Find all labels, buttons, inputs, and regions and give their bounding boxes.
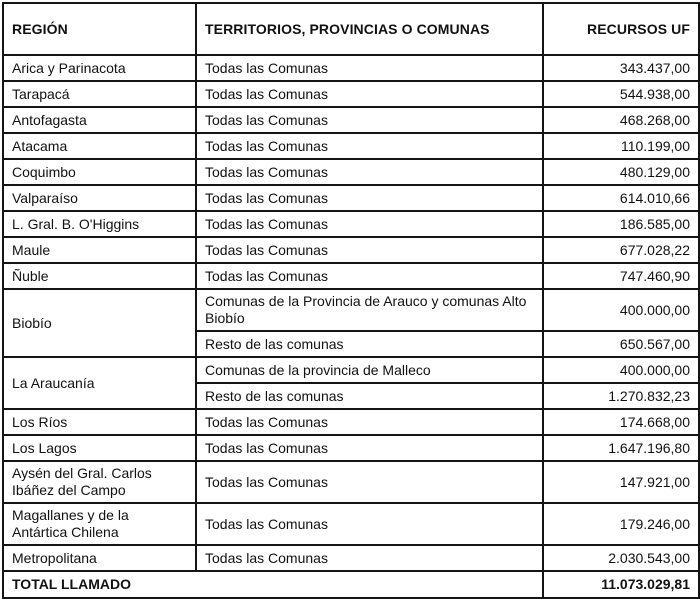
header-territory: TERRITORIOS, PROVINCIAS O COMUNAS: [196, 3, 543, 55]
table-row: [3, 133, 699, 159]
region-cell: Metropolitana: [3, 545, 196, 571]
region-cell: Valparaíso: [3, 185, 196, 211]
territory-cell: Todas las Comunas: [196, 55, 543, 81]
total-row: [3, 571, 699, 598]
value-cell: 400.000,00: [543, 357, 699, 383]
table-footer: [3, 571, 699, 598]
header-resources: RECURSOS UF: [543, 3, 699, 55]
territory-cell: Todas las Comunas: [196, 237, 543, 263]
territory-cell: Todas las Comunas: [196, 435, 543, 461]
value-cell: 1.647.196,80: [543, 435, 699, 461]
table-row: [3, 263, 699, 289]
table-row: [3, 461, 699, 503]
territory-cell: Todas las Comunas: [196, 133, 543, 159]
territory-cell: Todas las Comunas: [196, 107, 543, 133]
value-cell: 468.268,00: [543, 107, 699, 133]
table-row: [3, 159, 699, 185]
region-cell: Maule: [3, 237, 196, 263]
region-cell: La Araucanía: [3, 357, 196, 409]
region-cell: Los Lagos: [3, 435, 196, 461]
region-cell: Biobío: [3, 289, 196, 357]
territory-cell: Comunas de la Provincia de Arauco y comunas Alto Biobío: [196, 289, 543, 331]
region-cell: Magallanes y de la Antártica Chilena: [3, 503, 196, 545]
table-row: [3, 211, 699, 237]
header-region: REGIÓN: [3, 3, 196, 55]
territory-cell: Todas las Comunas: [196, 211, 543, 237]
table-row: [3, 357, 699, 383]
territory-cell: Resto de las comunas: [196, 383, 543, 409]
region-cell: L. Gral. B. O'Higgins: [3, 211, 196, 237]
table-row: [3, 107, 699, 133]
table-row: [3, 409, 699, 435]
territory-cell: Todas las Comunas: [196, 409, 543, 435]
region-cell: Coquimbo: [3, 159, 196, 185]
region-cell: Aysén del Gral. Carlos Ibáñez del Campo: [3, 461, 196, 503]
table-body: [3, 55, 699, 571]
value-cell: 650.567,00: [543, 331, 699, 357]
territory-cell: Todas las Comunas: [196, 545, 543, 571]
region-cell: Tarapacá: [3, 81, 196, 107]
value-cell: 343.437,00: [543, 55, 699, 81]
territory-cell: Todas las Comunas: [196, 461, 543, 503]
value-cell: 400.000,00: [543, 289, 699, 331]
region-cell: Antofagasta: [3, 107, 196, 133]
region-cell: Atacama: [3, 133, 196, 159]
region-cell: Arica y Parinacota: [3, 55, 196, 81]
value-cell: 110.199,00: [543, 133, 699, 159]
table-row: [3, 185, 699, 211]
region-cell: Ñuble: [3, 263, 196, 289]
territory-cell: Todas las Comunas: [196, 185, 543, 211]
value-cell: 1.270.832,23: [543, 383, 699, 409]
value-cell: 614.010,66: [543, 185, 699, 211]
value-cell: 480.129,00: [543, 159, 699, 185]
table-row: [3, 81, 699, 107]
table-row: [3, 289, 699, 331]
table-row: [3, 435, 699, 461]
value-cell: 544.938,00: [543, 81, 699, 107]
territory-cell: Todas las Comunas: [196, 81, 543, 107]
resources-table: [2, 2, 700, 599]
table-header: [3, 3, 699, 55]
value-cell: 147.921,00: [543, 461, 699, 503]
value-cell: 179.246,00: [543, 503, 699, 545]
total-label: TOTAL LLAMADO: [3, 571, 543, 598]
value-cell: 677.028,22: [543, 237, 699, 263]
territory-cell: Comunas de la provincia de Malleco: [196, 357, 543, 383]
table-row: [3, 237, 699, 263]
territory-cell: Todas las Comunas: [196, 263, 543, 289]
table-row: [3, 503, 699, 545]
territory-cell: Resto de las comunas: [196, 331, 543, 357]
value-cell: 174.668,00: [543, 409, 699, 435]
territory-cell: Todas las Comunas: [196, 159, 543, 185]
region-cell: Los Ríos: [3, 409, 196, 435]
territory-cell: Todas las Comunas: [196, 503, 543, 545]
total-value: 11.073.029,81: [543, 571, 699, 598]
table-row: [3, 545, 699, 571]
value-cell: 2.030.543,00: [543, 545, 699, 571]
value-cell: 747.460,90: [543, 263, 699, 289]
value-cell: 186.585,00: [543, 211, 699, 237]
table-row: [3, 55, 699, 81]
header-row: [3, 3, 699, 55]
